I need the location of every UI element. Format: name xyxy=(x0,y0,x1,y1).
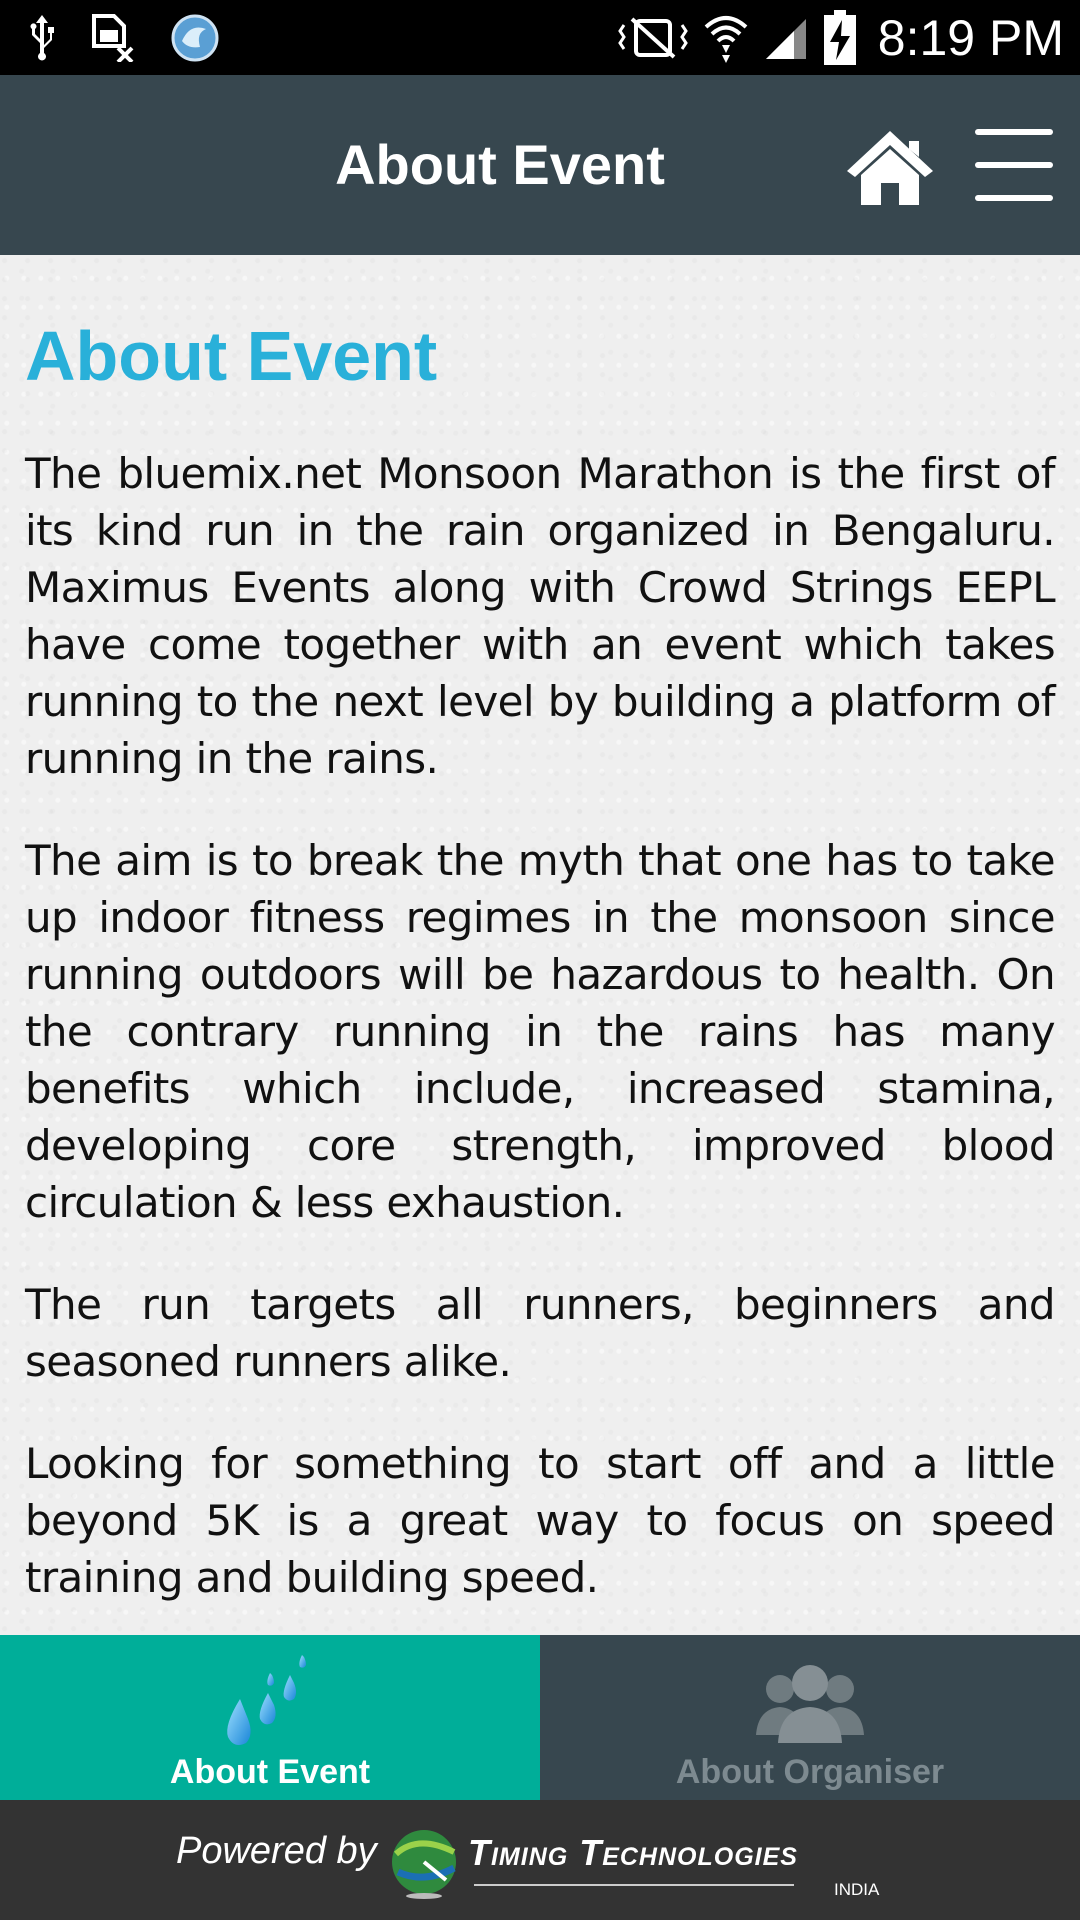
about-event-content xyxy=(0,255,1080,1635)
tab-label: About Organiser xyxy=(675,1753,945,1791)
home-icon xyxy=(845,127,935,207)
tab-label: About Event xyxy=(169,1753,371,1791)
vibrate-icon xyxy=(618,15,688,61)
usb-icon xyxy=(28,15,56,61)
battery-charging-icon xyxy=(822,10,858,66)
tab-about-organiser[interactable] xyxy=(540,1635,1080,1800)
signal-icon xyxy=(764,15,808,61)
powered-by-label: Powered by xyxy=(176,1830,377,1872)
hamburger-menu-icon xyxy=(975,127,1053,201)
group-icon xyxy=(750,1653,870,1753)
status-bar xyxy=(0,0,1080,75)
wifi-icon xyxy=(702,13,750,63)
brand-name: Timing Technologies xyxy=(468,1832,798,1873)
brand-divider xyxy=(474,1884,794,1886)
home-button[interactable] xyxy=(845,127,935,207)
status-time: 8:19 PM xyxy=(877,10,1064,66)
paragraph: The aim is to break the myth that one has to take up indoor fitness regimes in the monsoon since running outdoors will be hazardous to health. On the contrary running in the rains has many benefits which include, increased stamina, developing core strength, improved blood circulation & less exhaustion. xyxy=(25,836,1055,1227)
paragraph: Looking for something to start off and a little beyond 5K is a great way to focus on speed training and building speed. xyxy=(25,1439,1055,1602)
paragraph: The bluemix.net Monsoon Marathon is the first of its kind run in the rain organized in Bengaluru. Maximus Events along with Crowd Strings EEPL have come together with an event which takes running to the next level by building a platform of running in the rains. xyxy=(25,449,1055,783)
brand-country: INDIA xyxy=(834,1880,880,1899)
app-bar xyxy=(0,75,1080,255)
raindrops-icon xyxy=(210,1653,330,1753)
timing-technologies-logo-icon xyxy=(388,1824,468,1900)
section-heading: About Event xyxy=(25,317,438,395)
sim-error-icon xyxy=(90,14,136,62)
bottom-tab-bar xyxy=(0,1635,1080,1800)
menu-button[interactable] xyxy=(975,127,1053,207)
app-notification-icon xyxy=(170,13,220,63)
tab-about-event[interactable] xyxy=(0,1635,540,1800)
footer xyxy=(0,1800,1080,1920)
page-title: About Event xyxy=(335,133,665,196)
paragraph: The run targets all runners, beginners and seasoned runners alike. xyxy=(25,1280,1055,1386)
